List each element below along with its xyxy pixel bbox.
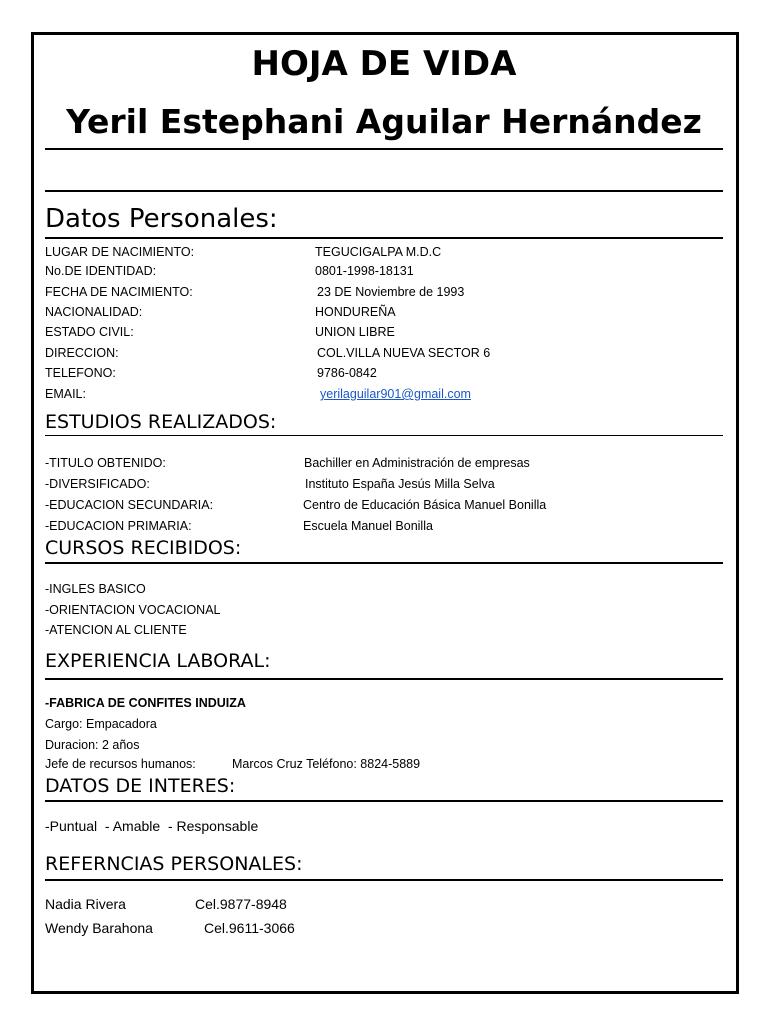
divider <box>45 879 723 881</box>
personal-label: No.DE IDENTIDAD: <box>45 264 157 278</box>
studies-label: -EDUCACION PRIMARIA: <box>45 519 192 533</box>
section-heading-personal: Datos Personales: <box>45 204 278 234</box>
experience-reference-label: Jefe de recursos humanos: <box>45 757 196 771</box>
experience-duration: Duracion: 2 años <box>45 738 140 752</box>
studies-value: Escuela Manuel Bonilla <box>303 519 433 533</box>
interests-text: -Puntual - Amable - Responsable <box>45 818 259 834</box>
reference-phone: Cel.9877-8948 <box>195 896 287 912</box>
divider <box>45 148 723 150</box>
personal-label: LUGAR DE NACIMIENTO: <box>45 245 195 259</box>
divider <box>45 562 723 564</box>
personal-value: 0801-1998-18131 <box>315 264 414 278</box>
personal-label: TELEFONO: <box>45 366 116 380</box>
course-item: -ATENCION AL CLIENTE <box>45 623 187 637</box>
personal-value: UNION LIBRE <box>315 325 395 339</box>
section-heading-references: REFERNCIAS PERSONALES: <box>45 853 303 875</box>
section-heading-interests: DATOS DE INTERES: <box>45 775 236 797</box>
personal-label: ESTADO CIVIL: <box>45 325 134 339</box>
reference-name: Nadia Rivera <box>45 896 126 912</box>
reference-phone: Cel.9611-3066 <box>204 920 295 936</box>
experience-company: -FABRICA DE CONFITES INDUIZA <box>45 696 246 710</box>
document-title: HOJA DE VIDA <box>251 44 517 84</box>
personal-label: NACIONALIDAD: <box>45 305 143 319</box>
studies-value: Instituto España Jesús Milla Selva <box>305 477 495 491</box>
course-item: -INGLES BASICO <box>45 582 146 596</box>
course-item: -ORIENTACION VOCACIONAL <box>45 603 221 617</box>
divider <box>45 678 723 680</box>
personal-label: EMAIL: <box>45 387 86 401</box>
studies-label: -TITULO OBTENIDO: <box>45 456 166 470</box>
personal-label: DIRECCION: <box>45 346 119 360</box>
personal-value: COL.VILLA NUEVA SECTOR 6 <box>317 346 491 360</box>
personal-value: 9786-0842 <box>317 366 377 380</box>
document-border <box>31 32 739 994</box>
experience-reference-value: Marcos Cruz Teléfono: 8824-5889 <box>232 757 421 771</box>
personal-value: 23 DE Noviembre de 1993 <box>317 285 465 299</box>
studies-label: -DIVERSIFICADO: <box>45 477 150 491</box>
personal-value: HONDUREÑA <box>315 305 396 319</box>
section-heading-courses: CURSOS RECIBIDOS: <box>45 537 242 559</box>
section-heading-studies: ESTUDIOS REALIZADOS: <box>45 411 277 433</box>
personal-label: FECHA DE NACIMIENTO: <box>45 285 193 299</box>
candidate-name: Yeril Estephani Aguilar Hernández <box>66 102 702 141</box>
studies-value: Centro de Educación Básica Manuel Bonilla <box>303 498 547 512</box>
divider <box>45 237 723 239</box>
section-heading-experience: EXPERIENCIA LABORAL: <box>45 650 271 672</box>
email-link[interactable]: yerilaguilar901@gmail.com <box>320 387 471 401</box>
personal-value: TEGUCIGALPA M.D.C <box>315 245 442 259</box>
reference-name: Wendy Barahona <box>45 920 153 936</box>
divider <box>45 190 723 192</box>
studies-label: -EDUCACION SECUNDARIA: <box>45 498 214 512</box>
studies-value: Bachiller en Administración de empresas <box>304 456 530 470</box>
experience-position: Cargo: Empacadora <box>45 717 157 731</box>
divider <box>45 800 723 802</box>
divider <box>45 435 723 436</box>
